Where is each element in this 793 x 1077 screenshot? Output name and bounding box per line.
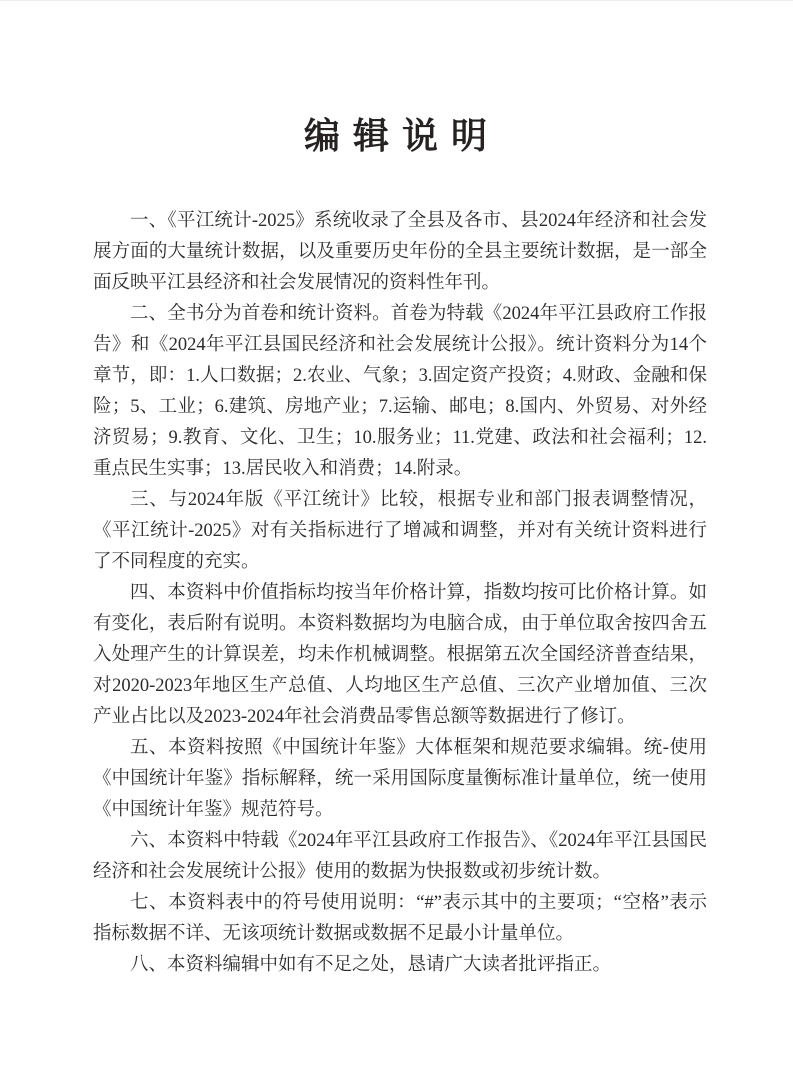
page-title: 编 辑 说 明 [303, 116, 489, 156]
paragraph-6: 六、本资料中特载《2024年平江县政府工作报告》、《2024年平江县国民经济和社会发展统计公报》使用的数据为快报数或初步统计数。 [93, 830, 707, 882]
paragraph-1: 一、《平江统计-2025》系统收录了全县及各市、县2024年经济和社会发展方面的大量统计数据，以及重要历史年份的全县主要统计数据，是一部全面反映平江县经济和社会发展情况的资料性年刊。 [93, 210, 707, 293]
paragraph-3: 三、与2024年版《平江统计》比较，根据专业和部门报表调整情况，《平江统计-2025》对有关指标进行了增减和调整，并对有关统计资料进行了不同程度的充实。 [93, 489, 707, 572]
document-body [93, 206, 707, 981]
paragraph-8: 八、本资料编辑中如有不足之处，恳请广大读者批评指正。 [130, 954, 612, 975]
paragraph-7: 七、本资料表中的符号使用说明：“#”表示其中的主要项；“空格”表示指标数据不详、无该项统计数据或数据不足最小计量单位。 [93, 892, 707, 944]
paragraph-4: 四、本资料中价值指标均按当年价格计算，指数均按可比价格计算。如有变化，表后附有说明。本资料数据均为电脑合成，由于单位取舍按四舍五入处理产生的计算误差，均未作机械调整。根据第五次全国经济普查结果，对2020-2023年地区生产总值、人均地区生产总值、三次产业增加值、三次产业占比以及2023-2024年社会消费品零售总额等数据进行了修订。 [93, 582, 707, 727]
paragraph-2: 二、全书分为首卷和统计资料。首卷为特载《2024年平江县政府工作报告》和《2024年平江县国民经济和社会发展统计公报》。统计资料分为14个章节，即：1.人口数据；2.农业、气象；3.固定资产投资；4.财政、金融和保险；5、工业；6.建筑、房地产业；7.运输、邮电；8.国内、外贸易、对外经济贸易；9.教育、文化、卫生；10.服务业；11.党建、政法和社会福利；12.重点民生实事；13.居民收入和消费；14.附录。 [93, 303, 707, 479]
paragraph-5: 五、本资料按照《中国统计年鉴》大体框架和规范要求编辑。统-使用《中国统计年鉴》指标解释，统一采用国际度量衡标准计量单位，统一使用《中国统计年鉴》规范符号。 [93, 737, 707, 820]
